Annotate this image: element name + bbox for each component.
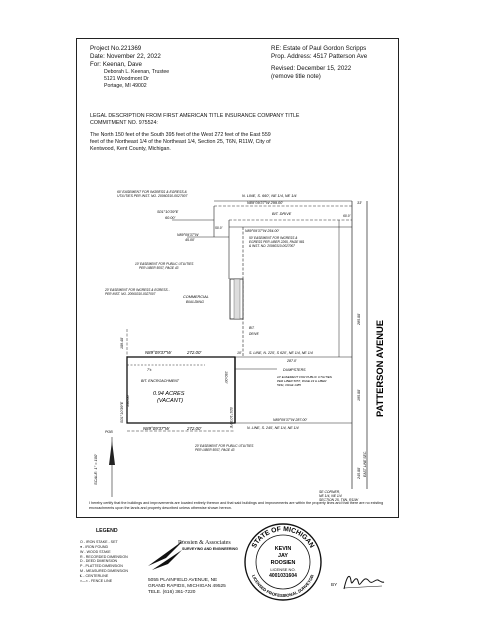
bearing-287: N89°09'37"W 287.00' <box>273 418 308 422</box>
seal-license-label: LICENSE NO. <box>270 567 296 572</box>
left-dist: 150.00' <box>126 394 130 407</box>
commercial-label: COMMERCIAL <box>183 295 209 299</box>
pub-util-label: 10' EASEMENT FOR PUBLIC UTILITIES <box>135 262 194 266</box>
subject-parcel <box>127 357 235 423</box>
dim-285: 285.00' <box>357 313 361 325</box>
building-hatch <box>234 279 240 319</box>
easement-mid-1: 50' EASEMENT FOR INGRESS & <box>249 236 298 240</box>
scale-label: SCALE: 1" = 100' <box>93 454 98 485</box>
legal-title-1: LEGAL DESCRIPTION FROM FIRST AMERICAN TITLE INSURANCE COMPANY TITLE <box>90 113 300 119</box>
se-corner-1: SE CORNER, <box>319 490 341 494</box>
se-corner-2: NE 1/4, NE 1/4 <box>319 494 342 498</box>
s01-left-dist: 60.00' <box>165 216 176 220</box>
re-line: RE: Estate of Paul Gordon Scripps <box>271 45 367 52</box>
bearing-45: N89°09'37"W <box>177 233 199 237</box>
legend <box>80 528 154 584</box>
certification-text: I hereby certify that the buildings and improvements are located entirely thereon and that said buildings and improvements are within the property lines and that there are no existing encroachments upon the lands and property described unless otherwise shown hereon. <box>89 501 384 510</box>
bearing-299: N89°09'37"W 299.00' <box>247 201 283 205</box>
signature-by: BY <box>331 582 338 587</box>
seal-license-number: 4001031604 <box>269 573 297 579</box>
building-label: BUILDING <box>186 300 204 304</box>
revised-date: Revised: December 15, 2022 <box>271 65 352 72</box>
dist-272-bot: 272.00' <box>187 426 202 431</box>
property-address: Prop. Address: 4517 Patterson Ave <box>271 53 368 60</box>
easement-mid-2: EGRESS PER LIBER 2265, PAGE 981 <box>249 240 305 244</box>
easement-right-1: 10' EASEMENT FOR PUBLIC UTILITIES <box>277 375 332 379</box>
client-trustee: Deborah L. Keenan, Trustee <box>104 69 170 75</box>
company-address-2: GRAND RAPIDS, MICHIGAN 49525 <box>148 584 226 589</box>
dim-109: 109.40' <box>120 337 124 349</box>
seal-name-3: ROOSIEN <box>270 560 296 566</box>
company-name: Roosien & Associates <box>178 540 231 546</box>
easement-20-label: 20' EASEMENT FOR INGRESS & EGRESS - <box>105 288 170 292</box>
legal-line-3: Kentwood, Kent County, Michigan. <box>90 146 171 152</box>
dist-45: 45.00' <box>185 238 195 242</box>
easement-top-label: 60' EASEMENT FOR INGRESS & EGRESS & <box>117 190 187 194</box>
bit-encroachment: BIT. ENCROACHMENT <box>141 379 180 383</box>
legend-title: LEGEND <box>96 528 118 534</box>
left-bearing: S01°10'39"E <box>120 401 124 423</box>
easement-top-label-2: UTILITIES PER INST. NO. 20060310-0027007 <box>117 194 188 198</box>
legend-item: ● - IRON FOUND <box>80 544 109 549</box>
survey-drawing <box>77 179 400 519</box>
legend-item: W - WOOD STAKE <box>80 549 111 554</box>
legend-item: M - MEASURED DIMENSION <box>80 569 128 574</box>
client-address-2: Portage, MI 49002 <box>104 83 147 89</box>
easement-right-3: 5931, PAGE 1385 <box>277 383 301 387</box>
legend-item: D - DEED DIMENSION <box>80 559 118 564</box>
seal-name-2: JAY <box>278 553 288 559</box>
company-tagline: SURVEYING AND ENGINEERING <box>182 547 238 551</box>
seal-name-1: KEVIN <box>274 546 292 552</box>
pob-label: POB <box>105 430 113 434</box>
legend-item: ×—× - FENCE LINE <box>80 578 113 583</box>
bearing-272-bot: N89°09'37"W <box>143 426 170 431</box>
signature-image <box>342 571 386 593</box>
bearing-254: N89°09'37"W 254.00' <box>245 229 280 233</box>
dim-7: 7'± <box>147 368 152 372</box>
easement-mid-3: & INST. NO. 20060310-0027007 <box>249 244 295 248</box>
project-number: Project No.221369 <box>90 45 142 52</box>
right-bearing: S01°10'39"E <box>229 407 233 429</box>
bit-label: BIT. <box>249 326 255 330</box>
seal-ring-top: STATE OF MICHIGAN <box>250 525 316 550</box>
parcel-vacant: (VACANT) <box>157 398 184 404</box>
street-name: PATTERSON AVENUE <box>374 319 385 417</box>
surveyor-seal <box>243 522 323 602</box>
dist-272-top: 272.00' <box>187 350 202 355</box>
pub-util-label-2: PER LIBER 5057, PAGE 43 <box>139 266 179 270</box>
s01-left: S01°10'39"E <box>157 210 179 214</box>
bearing-272-top: N89°09'37"W <box>145 350 172 355</box>
legal-title-2: COMMITMENT NO. 975524: <box>90 120 158 126</box>
dumpsters-label: DUMPSTERS <box>283 368 306 372</box>
legend-item: O - IRON STAKE - SET <box>80 540 118 544</box>
dim-287: 287.0' <box>287 359 297 363</box>
legend-item: ℄ - CENTERLINE <box>80 573 109 578</box>
easement-20-pub-1: 20' EASEMENT FOR PUBLIC UTILITIES <box>195 444 254 448</box>
easement-20-label-2: PER INST. NO. 20060310-0027007 <box>105 292 156 296</box>
legal-line-2: feet of the Northeast 1/4 of the Northeast 1/4, Section 25, T6N, R11W, City of <box>90 139 271 145</box>
easement-right-2: PER LIBER 5057, PAGE 43 & LIBER <box>277 379 327 383</box>
s-line-245: N. LINE, S. 245', NE 1/4, NE 1/4 <box>247 426 299 430</box>
right-dist: 150.00' <box>224 371 228 384</box>
bit-drive-label: BIT. DRIVE <box>272 212 292 216</box>
seal-ring-bottom: LICENSED PROFESSIONAL SURVEYOR <box>251 573 315 599</box>
s-line-395: S. LINE, N. 225', S 620', NE 1/4, NE 1/4 <box>249 351 313 355</box>
client-name: For: Keenan, Dave <box>90 61 142 68</box>
survey-sheet <box>76 38 399 518</box>
se-corner-3: SECTION 25, T6N, R11W <box>319 498 359 502</box>
legend-item: R - RECORDED DIMENSION <box>80 554 128 559</box>
drive-label: DRIVE <box>249 332 259 336</box>
dim-50: 50.0' <box>215 226 223 230</box>
company-phone: TELE. (616) 361-7220 <box>148 590 196 595</box>
company-address-1: 5055 PLAINFIELD AVENUE, NE <box>148 578 218 583</box>
dim-10: 10' <box>237 351 242 355</box>
client-address-1: 5121 Woodmont Dr <box>104 76 149 82</box>
north-line-label: N. LINE, S. 660', NE 1/4, NE 1/4 <box>242 194 297 198</box>
dim-245: 245.00' <box>357 467 361 479</box>
revised-note: (remove title note) <box>271 73 321 80</box>
survey-date: Date: November 22, 2022 <box>90 53 161 60</box>
dim-33: 33' <box>357 201 362 205</box>
legal-line-1: The North 150 feet of the South 395 feet of the West 272 feet of the East 559 <box>90 132 271 138</box>
dim-60: 60.0' <box>343 214 351 218</box>
easement-20-pub-2: PER LIBER 5057, PAGE 43 <box>195 448 235 452</box>
legend-item: P - PLATTED DIMENSION <box>80 564 123 569</box>
dim-195: 195.00' <box>357 389 361 401</box>
east-line-label: EAST LINE SEC. <box>363 450 367 477</box>
parcel-acres: 0.94 ACRES <box>153 391 185 397</box>
